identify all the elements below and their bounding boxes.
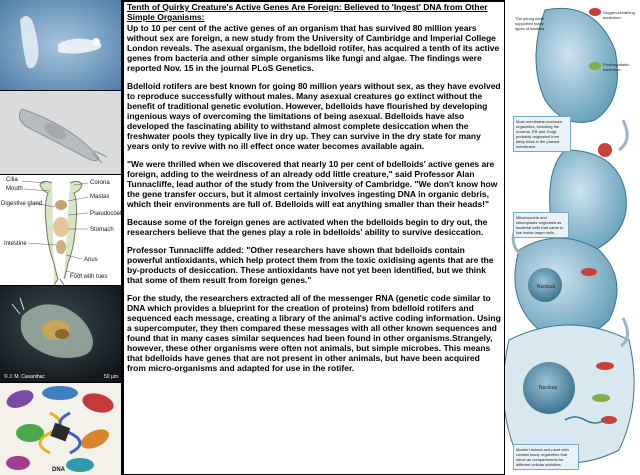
caption-nucleus-1: Nucleus (537, 284, 556, 290)
caption-photosynthetic: Photosynthetic bacterium (603, 62, 630, 72)
caption-oxygen: Oxygen-breathing bacterium (603, 10, 635, 20)
rotifer-photo-blue (0, 0, 121, 90)
article-headline: Tenth of Quirky Creature's Active Genes Are Foreign: Believed to 'Ingest' DNA from Other Simple Organisms: (127, 2, 488, 22)
label-corona: Corona (90, 180, 110, 186)
article-paragraph-1: Up to 10 per cent of the active genes of an organism that has survived 80 million years without sex are foreign, a new study from the University of Cambridge and Imperial College London reveals. The asexual organism, the bdelloid rotifer, has acquired a tenth of its active genes from bacteria and other simple organisms like fungi and algae. The findings were reported Nov. 15 in the journal PLoS Genetics. (127, 23, 500, 73)
scale-bar-label: 50 µm (104, 374, 118, 380)
microbes-dna-illustration (0, 383, 121, 475)
rotifer-photo-darkfield (0, 286, 121, 382)
rotifer-anatomy-diagram (0, 175, 121, 285)
rotifer-photo-grey (0, 91, 121, 174)
label-cilia: Cilia (6, 177, 18, 183)
caption-nucleus-2: Nucleus (539, 385, 558, 391)
label-foot: Foot with toes (70, 274, 108, 280)
dna-label: DNA (52, 467, 65, 473)
label-digestive-gland: Digestive gland (1, 201, 43, 207)
caption-young-earth: The young earth supported many types of bacteria (515, 16, 545, 31)
article-paragraph-3: "We were thrilled when we discovered that nearly 10 per cent of bdelloids' active genes are foreign, adding to the weirdness of an already odd little creature," said Professor Alan Tunnacliffe, lead author of the study from the University of Cambridge. "We don't know how the gene transfer occurs, but it almost certainly involves ingesting DNA in organic debris, which their environments are full of. Bdelloids will eat anything smaller than their heads!" (127, 159, 498, 209)
photo-credit: © J. M. Cavanihac (4, 374, 45, 380)
article-paragraph-5: Professor Tunnacliffe added: "Other researchers have shown that bdelloids contain powerful antioxidants, which help protect them from the toxic oxidising agents that are the by-products of desiccation. These antioxidants have not yet been identified, but we think that some of them result from foreign genes." (127, 245, 494, 285)
label-stomach: Stomach (90, 227, 114, 233)
article-paragraph-6: For the study, the researchers extracted all of the messenger RNA (genetic code similar to DNA which provides a blueprint for the creation of proteins) from bdelloid rotifers and sequenced each message, creating a library of the animal's active coding information. Using a supercomputer, they then compared these messages with all other known sequences and found that in many cases similar sequences had been found in other organisms.Strangely, however, these other organisms were often not animals, but simple microbes. This means that bdelloids have genes that are not present in other animals, but have been acquired from micro-organisms and adapted for use in the rotifer. (127, 293, 501, 373)
caption-mitochondria: Mitochondria and chloroplasts originated as bacterial cells that came to live inside larger cells. (513, 212, 569, 238)
label-anus: Anus (84, 257, 98, 263)
caption-membrane: Most membrane-enclosed organelles, including the nucleus, ER and Golgi, probably originated from deep folds in the plasma membrane. (513, 116, 571, 152)
label-intestine: Intestine (4, 241, 27, 247)
endosymbiosis-diagram (505, 0, 640, 475)
label-mastax: Mastax (90, 194, 110, 200)
label-mouth: Mouth (6, 186, 23, 192)
article-paragraph-4: Because some of the foreign genes are activated when the bdelloids begin to dry out, the researchers believe that the genes play a role in bdelloids' ability to survive desiccation. (127, 217, 488, 237)
caption-modern-cells: Modern animal and plant cells contain many organelles that serve as compartments for different cellular activities. (513, 444, 579, 470)
article-paragraph-2: Bdelloid rotifers are best known for going 80 million years without sex, as they have evolved to reproduce successfully without males. Many asexual creatures go extinct without the benefit of traditional genetic evolution. However, bdelloids have flourished by developing ingenious ways of overcoming the limitations of being asexual. Bdelloids have also developed the fascinating ability to withstand almost complete desiccation when the freshwater pools they typically live in dry up. They can survive in the dry state for many years only to revive with no ill effect once water becomes available again. (127, 81, 501, 151)
image-column (0, 0, 121, 475)
article-text (124, 2, 504, 474)
label-pseudocoel: Pseudocoel (90, 211, 121, 217)
